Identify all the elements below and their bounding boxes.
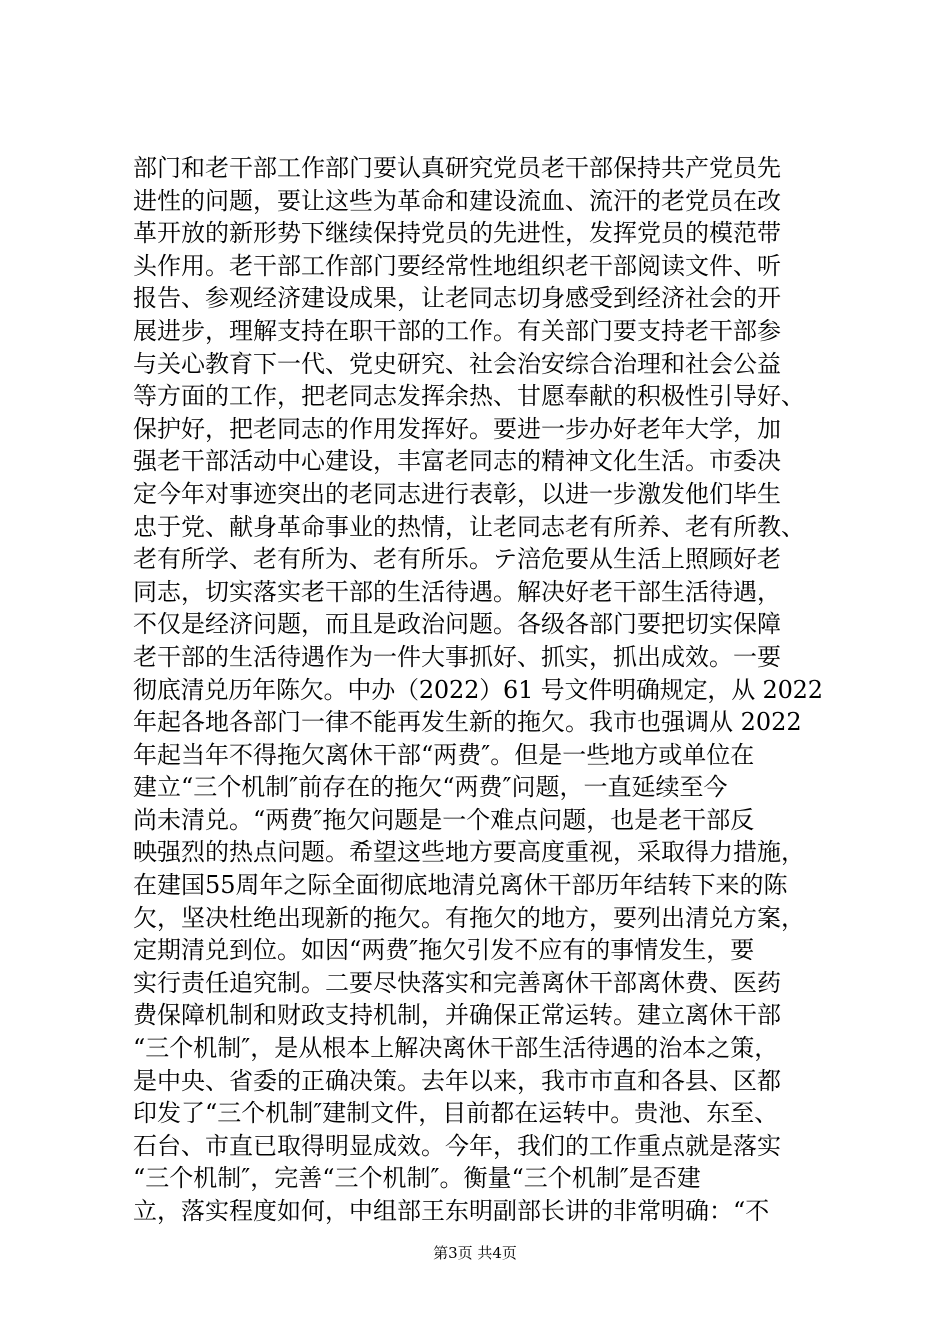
- text-line: 实行责任追究制。二要尽快落实和完善离休干部离休费、医药: [133, 968, 781, 997]
- text-line: 老干部的生活待遇作为一件大事抓好、抓实，抓出成效。一要: [133, 642, 781, 671]
- text-line: 费保障机制和财政支持机制，并确保正常运转。建立离休干部: [133, 1001, 781, 1030]
- text-line: 同志，切实落实老干部的生活待遇。解决好老干部生活待遇，: [133, 577, 781, 606]
- body-paragraph: [133, 152, 823, 1228]
- text-line: 立，落实程度如何，中组部王东明副部长讲的非常明确：“不: [133, 1197, 770, 1225]
- text-line: 报告、参观经济建设成果，让老同志切身感受到经济社会的开: [133, 284, 781, 313]
- text-line: 老有所学、老有所为、老有所乐。テ涪危要从生活上照顾好老: [133, 545, 781, 574]
- text-line: 尚未清兑。“两费″拖欠问题是一个难点问题，也是老干部反: [133, 805, 755, 834]
- text-line: “三个机制″，是从根本上解决离休干部生活待遇的治本之策，: [133, 1034, 779, 1063]
- text-line: 不仅是经济问题，而且是政治问题。各级各部门要把切实保障: [133, 610, 781, 639]
- text-line: 等方面的工作，把老同志发挥余热、甘愿奉献的积极性引导好、: [133, 382, 805, 411]
- text-line: 是中央、省委的正确决策。去年以来，我市市直和各县、区都: [133, 1066, 781, 1095]
- text-line: 定今年对事迹突出的老同志进行表彰，以进一步激发他们毕生: [133, 479, 781, 508]
- text-line: 欠，坚决杜绝出现新的拖欠。有拖欠的地方，要列出清兑方案，: [133, 903, 805, 932]
- text-line: 石台、市直已取得明显成效。今年，我们的工作重点就是落实: [133, 1131, 781, 1160]
- text-line: 进性的问题，要让这些为革命和建设流血、流汗的老党员在改: [133, 186, 781, 215]
- text-line: 印发了“三个机制″建制文件，目前都在运转中。贵池、东至、: [133, 1099, 779, 1128]
- text-line: 映强烈的热点问题。希望这些地方要高度重视，采取得力措施，: [133, 838, 805, 867]
- text-line: 与关心教育下一代、党史研究、社会治安综合治理和社会公益: [133, 349, 781, 378]
- text-line: 忠于党、献身革命事业的热情，让老同志老有所养、老有所教、: [133, 512, 805, 541]
- page-footer: 第3页 共4页: [433, 1244, 517, 1262]
- text-line: 彻底清兑历年陈欠。中办（2022）61 号文件明确规定，从 2022: [133, 675, 823, 704]
- text-line: 定期清兑到位。如因“两费″拖欠引发不应有的事情发生，要: [133, 936, 755, 965]
- text-line: 建立“三个机制″前存在的拖欠“两费″问题，一直延续至今: [133, 773, 728, 802]
- text-line: 保护好，把老同志的作用发挥好。要进一步办好老年大学，加: [133, 414, 781, 443]
- text-line: 年起各地各部门一律不能再发生新的拖欠。我市也强调从 2022: [133, 708, 802, 737]
- text-line: 部门和老干部工作部门要认真研究党员老干部保持共产党员先: [133, 154, 781, 182]
- text-line: 在建国55周年之际全面彻底地清兑离休干部历年结转下来的陈: [133, 871, 788, 900]
- text-line: 强老干部活动中心建设，丰富老同志的精神文化生活。市委决: [133, 447, 781, 476]
- text-line: 革开放的新形势下继续保持党员的先进性，发挥党员的模范带: [133, 219, 781, 248]
- text-line: 年起当年不得拖欠离休干部“两费″。但是一些地方或单位在: [133, 740, 755, 769]
- text-line: 展进步，理解支持在职干部的工作。有关部门要支持老干部参: [133, 316, 781, 345]
- text-line: “三个机制″，完善“三个机制″。衡量“三个机制″是否建: [133, 1164, 701, 1193]
- text-line: 头作用。老干部工作部门要经常性地组织老干部阅读文件、听: [133, 251, 781, 280]
